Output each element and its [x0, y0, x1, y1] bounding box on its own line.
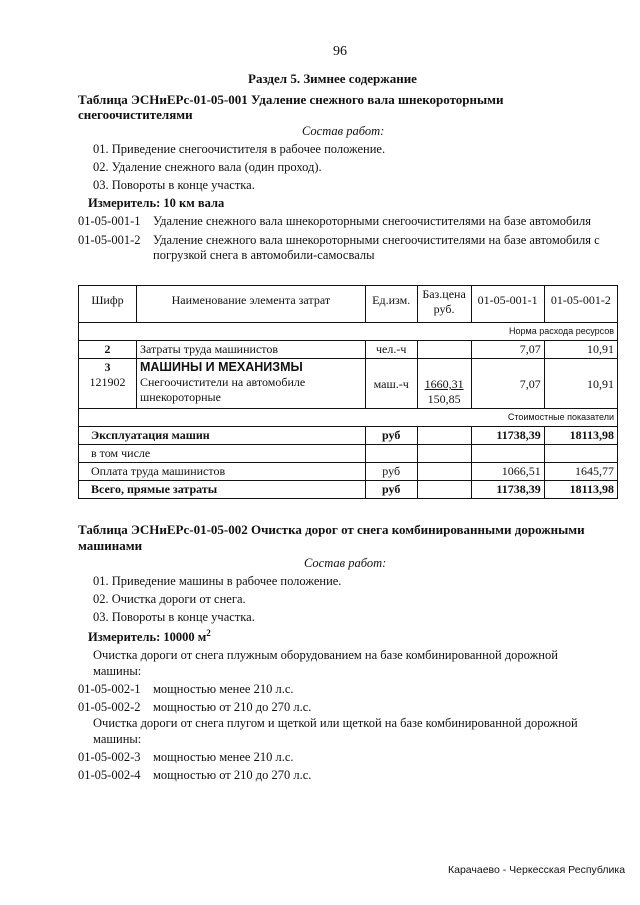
snow-code: 121902 — [89, 375, 126, 389]
header-base-price — [417, 286, 471, 323]
table1-work-label: Состав работ: — [302, 124, 385, 138]
group2-item-1-text: мощностью менее 210 л.с. — [153, 750, 294, 764]
table2-work-label: Состав работ: — [304, 556, 387, 570]
table2-measure-sup: 2 — [206, 628, 211, 638]
group1-item-1-text: мощностью менее 210 л.с. — [153, 682, 294, 696]
table1-title-line1: Таблица ЭСНиЕРс-01-05-001 Удаление снежного вала шнекороторными — [78, 92, 504, 107]
table1-code-1-text: Удаление снежного вала шнекороторными снегоочистителями на базе автомобиля — [153, 214, 592, 228]
table2-work-1: 01. Приведение машины в рабочее положение. — [93, 574, 342, 588]
header-col1: 01-05-001-1 — [471, 286, 544, 323]
labor-v1: 7,07 — [471, 341, 544, 359]
table1-code-2-text: Удаление снежного вала шнекороторными снегоочистителями на базе автомобиля с — [153, 233, 600, 247]
header-unit: Ед.изм. — [365, 286, 417, 323]
labor-v2: 10,91 — [544, 341, 617, 359]
header-base-price-line2: руб. — [433, 302, 455, 316]
table-row — [79, 481, 618, 499]
cost-v1-2: 1066,51 — [471, 463, 544, 481]
group2-line2: машины: — [93, 732, 142, 746]
group2-item-2-code: 01-05-002-4 — [78, 768, 141, 782]
page-number: 96 — [333, 44, 347, 59]
cost-unit-1 — [365, 445, 417, 463]
labor-name: Затраты труда машинистов — [136, 341, 365, 359]
cost-v1-1 — [471, 445, 544, 463]
cost-name-2: Оплата труда машинистов — [79, 463, 366, 481]
cost-unit-2: руб — [365, 463, 417, 481]
labor-unit: чел.-ч — [365, 341, 417, 359]
snow-v2: 10,91 — [544, 359, 617, 409]
snow-price2: 150,85 — [427, 392, 461, 406]
header-col2: 01-05-001-2 — [544, 286, 617, 323]
machines-code-cell — [79, 359, 137, 409]
table1-code-2: 01-05-001-2 — [78, 233, 141, 247]
cost-price-0 — [417, 427, 471, 445]
table1-measure: Измеритель: 10 км вала — [88, 196, 225, 210]
snow-price-cell — [417, 359, 471, 409]
labor-code: 2 — [79, 341, 137, 359]
cost-label: Стоимостные показатели — [79, 409, 618, 427]
table2-title-line1: Таблица ЭСНиЕРс-01-05-002 Очистка дорог от снега комбинированными дорожными — [78, 522, 585, 537]
table1-title-line2: снегоочистителями — [78, 107, 193, 122]
table1-code-2-text-cont: погрузкой снега в автомобили-самосвалы — [153, 248, 375, 262]
cost-v2-3: 18113,98 — [544, 481, 617, 499]
table-row — [79, 463, 618, 481]
table-row — [79, 445, 618, 463]
cost-v2-1 — [544, 445, 617, 463]
snow-v1: 7,07 — [471, 359, 544, 409]
cost-v2-2: 1645,77 — [544, 463, 617, 481]
table2-title-line2: машинами — [78, 538, 143, 553]
cost-v1-0: 11738,39 — [471, 427, 544, 445]
table1-work-1: 01. Приведение снегоочистителя в рабочее положение. — [93, 142, 386, 156]
cost-name-1: в том числе — [79, 445, 366, 463]
table-row — [79, 341, 618, 359]
cost-label-row — [79, 409, 618, 427]
group1-item-2-code: 01-05-002-2 — [78, 700, 141, 714]
machines-code: 3 — [104, 360, 111, 374]
snow-price1: 1660,31 — [424, 377, 464, 391]
snow-name-line2: шнекороторные — [139, 390, 221, 404]
resource-table — [78, 285, 618, 499]
group1-item-1-code: 01-05-002-1 — [78, 682, 141, 696]
group1-item-2-text: мощностью от 210 до 270 л.с. — [153, 700, 312, 714]
group1-line2: машины: — [93, 664, 142, 678]
cost-price-3 — [417, 481, 471, 499]
header-name: Наименование элемента затрат — [136, 286, 365, 323]
cost-v2-0: 18113,98 — [544, 427, 617, 445]
cost-unit-0: руб — [365, 427, 417, 445]
cost-price-1 — [417, 445, 471, 463]
table-header-row — [79, 286, 618, 323]
header-base-price-line1: Баз.цена — [422, 287, 466, 301]
table2-work-2: 02. Очистка дороги от снега. — [93, 592, 246, 606]
cost-v1-3: 11738,39 — [471, 481, 544, 499]
table2-measure — [88, 628, 211, 645]
cost-price-2 — [417, 463, 471, 481]
group2-item-2-text: мощностью от 210 до 270 л.с. — [153, 768, 312, 782]
header-code: Шифр — [79, 286, 137, 323]
cost-unit-3: руб — [365, 481, 417, 499]
machines-name-cell — [136, 359, 365, 409]
labor-price — [417, 341, 471, 359]
cost-name-0: Эксплуатация машин — [79, 427, 366, 445]
table2-work-3: 03. Повороты в конце участка. — [93, 610, 255, 624]
group2-item-1-code: 01-05-002-3 — [78, 750, 141, 764]
cost-name-3: Всего, прямые затраты — [79, 481, 366, 499]
norm-label: Норма расхода ресурсов — [79, 323, 618, 341]
table1-work-3: 03. Повороты в конце участка. — [93, 178, 255, 192]
table-row — [79, 427, 618, 445]
norm-label-row — [79, 323, 618, 341]
group1-line1: Очистка дороги от снега плужным оборудованием на базе комбинированной дорожной — [93, 648, 558, 662]
section-title: Раздел 5. Зимнее содержание — [248, 71, 417, 86]
page-footer: Карачаево - Черкесская Республика — [448, 864, 626, 876]
table-row — [79, 359, 618, 409]
machines-name: МАШИНЫ И МЕХАНИЗМЫ — [139, 360, 303, 374]
table2-measure-text: Измеритель: 10000 м — [88, 630, 207, 645]
group2-line1: Очистка дороги от снега плугом и щеткой или щеткой на базе комбинированной дорожной — [93, 716, 578, 730]
table1-code-1: 01-05-001-1 — [78, 214, 141, 228]
snow-name-line1: Снегоочистители на автомобиле — [139, 375, 306, 389]
table1-work-2: 02. Удаление снежного вала (один проход). — [93, 160, 322, 174]
snow-unit: маш.-ч — [365, 359, 417, 409]
